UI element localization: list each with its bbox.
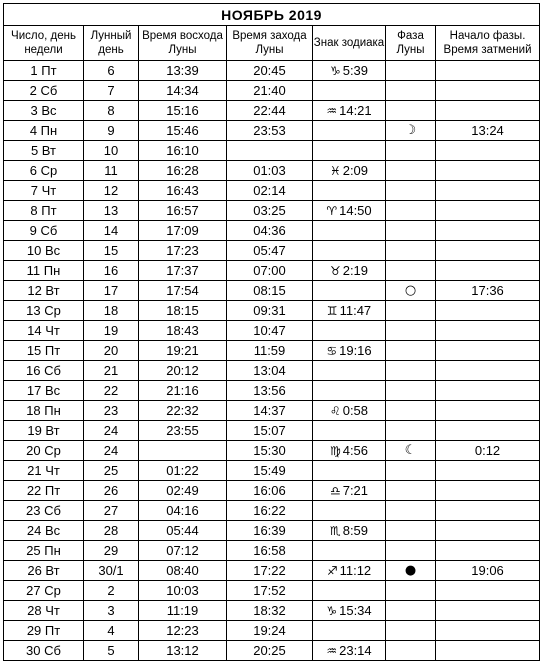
cell-moonrise: 12:23 — [139, 621, 227, 641]
cell-lunar-day: 24 — [84, 421, 139, 441]
cell-phase — [386, 221, 436, 241]
cell-moonrise: 04:16 — [139, 501, 227, 521]
header-phase: Фаза Луны — [386, 26, 436, 61]
zodiac-time: 5:39 — [342, 62, 369, 78]
cell-moonset: 20:25 — [227, 641, 313, 661]
cell-phase — [386, 441, 436, 461]
cell-moonset: 14:37 — [227, 401, 313, 421]
cell-moonset: 22:44 — [227, 101, 313, 121]
cell-lunar-day: 13 — [84, 201, 139, 221]
cell-phase-time: 0:12 — [436, 441, 540, 461]
cell-phase — [386, 401, 436, 421]
cell-moonrise: 01:22 — [139, 461, 227, 481]
cell-moonrise: 13:12 — [139, 641, 227, 661]
cell-zodiac — [313, 161, 386, 181]
zodiac-sign-icon: ♋ — [326, 343, 338, 358]
table-row — [4, 321, 540, 341]
cell-moonset: 10:47 — [227, 321, 313, 341]
cell-zodiac — [313, 101, 386, 121]
cell-moonrise: 08:40 — [139, 561, 227, 581]
zodiac-time: 7:21 — [342, 482, 369, 498]
cell-moonrise: 20:12 — [139, 361, 227, 381]
cell-moonset: 15:49 — [227, 461, 313, 481]
cell-date: 16 Сб — [4, 361, 84, 381]
cell-moonrise: 16:10 — [139, 141, 227, 161]
cell-moonset: 08:15 — [227, 281, 313, 301]
cell-phase — [386, 301, 436, 321]
cell-moonrise: 21:16 — [139, 381, 227, 401]
cell-phase-time — [436, 181, 540, 201]
zodiac-time: 0:58 — [342, 402, 369, 418]
cell-moonrise: 10:03 — [139, 581, 227, 601]
cell-moonrise: 17:09 — [139, 221, 227, 241]
cell-phase-time — [436, 541, 540, 561]
cell-phase — [386, 641, 436, 661]
cell-moonrise: 22:32 — [139, 401, 227, 421]
cell-moonrise: 17:37 — [139, 261, 227, 281]
cell-moonset: 21:40 — [227, 81, 313, 101]
cell-phase — [386, 461, 436, 481]
zodiac-sign-icon: ♍ — [329, 443, 341, 458]
cell-date: 25 Пн — [4, 541, 84, 561]
cell-zodiac — [313, 401, 386, 421]
cell-phase-time — [436, 301, 540, 321]
cell-lunar-day: 4 — [84, 621, 139, 641]
cell-date: 19 Вт — [4, 421, 84, 441]
cell-phase-time — [436, 461, 540, 481]
cell-date: 7 Чт — [4, 181, 84, 201]
zodiac-sign-icon: ♒ — [326, 103, 338, 118]
cell-moonrise — [139, 441, 227, 461]
cell-moonrise: 19:21 — [139, 341, 227, 361]
cell-zodiac — [313, 541, 386, 561]
cell-moonrise: 23:55 — [139, 421, 227, 441]
cell-moonset: 09:31 — [227, 301, 313, 321]
zodiac-sign-icon: ♑ — [329, 63, 341, 78]
cell-lunar-day: 24 — [84, 441, 139, 461]
cell-moonrise: 17:23 — [139, 241, 227, 261]
cell-date: 28 Чт — [4, 601, 84, 621]
cell-lunar-day: 7 — [84, 81, 139, 101]
cell-moonrise: 18:43 — [139, 321, 227, 341]
cell-zodiac — [313, 601, 386, 621]
cell-date: 14 Чт — [4, 321, 84, 341]
cell-phase-time — [436, 321, 540, 341]
cell-date: 4 Пн — [4, 121, 84, 141]
cell-date: 26 Вт — [4, 561, 84, 581]
zodiac-sign-icon: ♎ — [329, 483, 341, 498]
cell-moonset: 13:04 — [227, 361, 313, 381]
cell-moonrise: 16:28 — [139, 161, 227, 181]
cell-moonset: 04:36 — [227, 221, 313, 241]
cell-lunar-day: 28 — [84, 521, 139, 541]
table-row — [4, 81, 540, 101]
cell-zodiac — [313, 381, 386, 401]
cell-lunar-day: 30/1 — [84, 561, 139, 581]
cell-zodiac — [313, 261, 386, 281]
cell-phase-time — [436, 621, 540, 641]
cell-moonset: 01:03 — [227, 161, 313, 181]
cell-moonrise: 16:57 — [139, 201, 227, 221]
cell-date: 23 Сб — [4, 501, 84, 521]
cell-lunar-day: 27 — [84, 501, 139, 521]
cell-moonrise: 07:12 — [139, 541, 227, 561]
cell-zodiac — [313, 441, 386, 461]
cell-phase — [386, 161, 436, 181]
header-zodiac: Знак зодиака — [313, 26, 386, 61]
cell-lunar-day: 6 — [84, 61, 139, 81]
cell-phase — [386, 321, 436, 341]
cell-phase-time — [436, 141, 540, 161]
cell-phase-time: 13:24 — [436, 121, 540, 141]
cell-lunar-day: 17 — [84, 281, 139, 301]
cell-phase — [386, 521, 436, 541]
cell-moonset: 03:25 — [227, 201, 313, 221]
zodiac-sign-icon: ♈ — [326, 203, 338, 218]
zodiac-time: 23:14 — [339, 642, 372, 658]
cell-date: 30 Сб — [4, 641, 84, 661]
cell-zodiac — [313, 321, 386, 341]
table-row — [4, 201, 540, 221]
cell-phase — [386, 121, 436, 141]
cell-moonrise: 15:46 — [139, 121, 227, 141]
cell-moonset: 16:39 — [227, 521, 313, 541]
header-moonset: Время захода Луны — [227, 26, 313, 61]
cell-phase-time — [436, 81, 540, 101]
cell-phase — [386, 481, 436, 501]
header-row — [4, 26, 540, 61]
cell-phase — [386, 201, 436, 221]
table-row — [4, 241, 540, 261]
cell-phase-time — [436, 241, 540, 261]
table-row — [4, 561, 540, 581]
cell-lunar-day: 9 — [84, 121, 139, 141]
table-row — [4, 381, 540, 401]
cell-phase-time: 19:06 — [436, 561, 540, 581]
zodiac-time: 2:19 — [342, 262, 369, 278]
cell-phase-time — [436, 381, 540, 401]
cell-date: 1 Пт — [4, 61, 84, 81]
table-row — [4, 461, 540, 481]
cell-moonrise: 11:19 — [139, 601, 227, 621]
cell-phase — [386, 61, 436, 81]
table-row — [4, 501, 540, 521]
cell-moonrise: 13:39 — [139, 61, 227, 81]
cell-date: 27 Ср — [4, 581, 84, 601]
zodiac-time: 14:50 — [339, 202, 372, 218]
cell-zodiac — [313, 201, 386, 221]
cell-date: 8 Пт — [4, 201, 84, 221]
moon-phase-icon: ☽ — [404, 123, 417, 138]
zodiac-sign-icon: ♓ — [329, 163, 341, 178]
table-body — [4, 61, 540, 661]
cell-date: 24 Вс — [4, 521, 84, 541]
zodiac-sign-icon: ♌ — [329, 403, 341, 418]
zodiac-sign-icon: ♊ — [326, 303, 338, 318]
cell-lunar-day: 29 — [84, 541, 139, 561]
cell-moonset: 23:53 — [227, 121, 313, 141]
header-lunar-day: Лунный день — [84, 26, 139, 61]
zodiac-time: 8:59 — [342, 522, 369, 538]
cell-zodiac — [313, 241, 386, 261]
cell-lunar-day: 16 — [84, 261, 139, 281]
cell-lunar-day: 15 — [84, 241, 139, 261]
cell-moonrise: 05:44 — [139, 521, 227, 541]
cell-zodiac — [313, 461, 386, 481]
cell-lunar-day: 20 — [84, 341, 139, 361]
cell-lunar-day: 26 — [84, 481, 139, 501]
cell-date: 6 Ср — [4, 161, 84, 181]
cell-phase — [386, 581, 436, 601]
cell-zodiac — [313, 361, 386, 381]
table-row — [4, 541, 540, 561]
zodiac-time: 4:56 — [342, 442, 369, 458]
cell-date: 29 Пт — [4, 621, 84, 641]
cell-moonset: 19:24 — [227, 621, 313, 641]
cell-phase-time — [436, 581, 540, 601]
zodiac-sign-icon: ♒ — [326, 643, 338, 658]
cell-date: 22 Пт — [4, 481, 84, 501]
cell-phase-time — [436, 641, 540, 661]
cell-phase — [386, 261, 436, 281]
cell-phase — [386, 421, 436, 441]
cell-moonrise: 16:43 — [139, 181, 227, 201]
cell-lunar-day: 14 — [84, 221, 139, 241]
cell-moonset: 17:22 — [227, 561, 313, 581]
cell-date: 10 Вс — [4, 241, 84, 261]
cell-zodiac — [313, 621, 386, 641]
cell-phase-time — [436, 401, 540, 421]
page-title: НОЯБРЬ 2019 — [4, 4, 540, 26]
zodiac-time: 2:09 — [342, 162, 369, 178]
cell-moonset: 15:07 — [227, 421, 313, 441]
cell-phase — [386, 341, 436, 361]
cell-date: 18 Пн — [4, 401, 84, 421]
cell-lunar-day: 3 — [84, 601, 139, 621]
moon-phase-icon: ☾ — [404, 443, 417, 458]
cell-zodiac — [313, 81, 386, 101]
table-row — [4, 141, 540, 161]
cell-phase — [386, 181, 436, 201]
cell-lunar-day: 10 — [84, 141, 139, 161]
zodiac-time: 19:16 — [339, 342, 372, 358]
cell-zodiac — [313, 281, 386, 301]
cell-phase-time — [436, 341, 540, 361]
cell-date: 5 Вт — [4, 141, 84, 161]
cell-phase-time — [436, 421, 540, 441]
cell-moonset: 20:45 — [227, 61, 313, 81]
zodiac-time: 11:12 — [339, 562, 372, 578]
cell-zodiac — [313, 521, 386, 541]
cell-moonset: 16:22 — [227, 501, 313, 521]
table-row — [4, 361, 540, 381]
cell-moonset: 07:00 — [227, 261, 313, 281]
cell-phase — [386, 141, 436, 161]
table-row — [4, 281, 540, 301]
cell-phase-time — [436, 521, 540, 541]
cell-zodiac — [313, 581, 386, 601]
cell-zodiac — [313, 641, 386, 661]
table-row — [4, 421, 540, 441]
cell-phase — [386, 561, 436, 581]
cell-lunar-day: 21 — [84, 361, 139, 381]
cell-zodiac — [313, 61, 386, 81]
table-row — [4, 581, 540, 601]
title-row — [4, 4, 540, 26]
moon-phase-icon: ● — [404, 563, 417, 578]
table-row — [4, 61, 540, 81]
cell-date: 3 Вс — [4, 101, 84, 121]
cell-lunar-day: 18 — [84, 301, 139, 321]
header-date: Число, день недели — [4, 26, 84, 61]
table-row — [4, 601, 540, 621]
header-phase-start: Начало фазы. Время затмений — [436, 26, 540, 61]
cell-phase — [386, 81, 436, 101]
table-row — [4, 301, 540, 321]
cell-zodiac — [313, 141, 386, 161]
cell-zodiac — [313, 301, 386, 321]
cell-date: 21 Чт — [4, 461, 84, 481]
cell-date: 13 Ср — [4, 301, 84, 321]
cell-phase — [386, 241, 436, 261]
cell-moonrise: 18:15 — [139, 301, 227, 321]
table-row — [4, 621, 540, 641]
cell-phase-time — [436, 101, 540, 121]
table-row — [4, 221, 540, 241]
cell-date: 2 Сб — [4, 81, 84, 101]
zodiac-time: 15:34 — [339, 602, 372, 618]
zodiac-sign-icon: ♑ — [326, 603, 338, 618]
cell-zodiac — [313, 341, 386, 361]
cell-phase-time — [436, 601, 540, 621]
cell-moonrise: 02:49 — [139, 481, 227, 501]
moon-phase-icon: ○ — [404, 283, 417, 298]
cell-phase — [386, 101, 436, 121]
cell-phase-time — [436, 61, 540, 81]
cell-zodiac — [313, 221, 386, 241]
cell-phase-time — [436, 201, 540, 221]
cell-lunar-day: 11 — [84, 161, 139, 181]
cell-phase-time: 17:36 — [436, 281, 540, 301]
cell-moonset: 16:06 — [227, 481, 313, 501]
cell-phase-time — [436, 221, 540, 241]
zodiac-sign-icon: ♏ — [329, 523, 341, 538]
table-row — [4, 521, 540, 541]
cell-phase — [386, 621, 436, 641]
cell-phase — [386, 541, 436, 561]
cell-moonrise: 17:54 — [139, 281, 227, 301]
cell-date: 9 Сб — [4, 221, 84, 241]
cell-lunar-day: 22 — [84, 381, 139, 401]
zodiac-sign-icon: ♉ — [329, 263, 341, 278]
cell-moonset: 02:14 — [227, 181, 313, 201]
cell-moonset — [227, 141, 313, 161]
cell-date: 20 Ср — [4, 441, 84, 461]
cell-phase — [386, 601, 436, 621]
cell-moonset: 11:59 — [227, 341, 313, 361]
table-row — [4, 261, 540, 281]
table-row — [4, 101, 540, 121]
cell-phase — [386, 281, 436, 301]
cell-zodiac — [313, 121, 386, 141]
table-row — [4, 641, 540, 661]
cell-lunar-day: 12 — [84, 181, 139, 201]
cell-phase-time — [436, 481, 540, 501]
cell-zodiac — [313, 501, 386, 521]
cell-moonrise: 15:16 — [139, 101, 227, 121]
cell-phase-time — [436, 161, 540, 181]
cell-lunar-day: 2 — [84, 581, 139, 601]
lunar-calendar-table — [3, 3, 540, 661]
cell-lunar-day: 19 — [84, 321, 139, 341]
cell-phase — [386, 381, 436, 401]
table-row — [4, 181, 540, 201]
table-row — [4, 121, 540, 141]
cell-date: 11 Пн — [4, 261, 84, 281]
cell-lunar-day: 25 — [84, 461, 139, 481]
zodiac-sign-icon: ♐ — [326, 563, 338, 578]
cell-moonset: 15:30 — [227, 441, 313, 461]
cell-lunar-day: 8 — [84, 101, 139, 121]
cell-lunar-day: 23 — [84, 401, 139, 421]
table-row — [4, 341, 540, 361]
cell-moonset: 13:56 — [227, 381, 313, 401]
cell-zodiac — [313, 421, 386, 441]
cell-phase-time — [436, 261, 540, 281]
cell-phase-time — [436, 361, 540, 381]
cell-phase-time — [436, 501, 540, 521]
cell-moonset: 16:58 — [227, 541, 313, 561]
cell-phase — [386, 361, 436, 381]
cell-zodiac — [313, 181, 386, 201]
cell-date: 17 Вс — [4, 381, 84, 401]
cell-moonset: 17:52 — [227, 581, 313, 601]
cell-moonset: 05:47 — [227, 241, 313, 261]
table-row — [4, 441, 540, 461]
cell-moonset: 18:32 — [227, 601, 313, 621]
zodiac-time: 14:21 — [339, 102, 372, 118]
table-row — [4, 401, 540, 421]
cell-date: 15 Пт — [4, 341, 84, 361]
cell-zodiac — [313, 481, 386, 501]
cell-lunar-day: 5 — [84, 641, 139, 661]
cell-zodiac — [313, 561, 386, 581]
cell-date: 12 Вт — [4, 281, 84, 301]
zodiac-time: 11:47 — [339, 302, 372, 318]
table-row — [4, 481, 540, 501]
calendar-page — [3, 3, 540, 661]
table-row — [4, 161, 540, 181]
cell-moonrise: 14:34 — [139, 81, 227, 101]
cell-phase — [386, 501, 436, 521]
header-moonrise: Время восхода Луны — [139, 26, 227, 61]
